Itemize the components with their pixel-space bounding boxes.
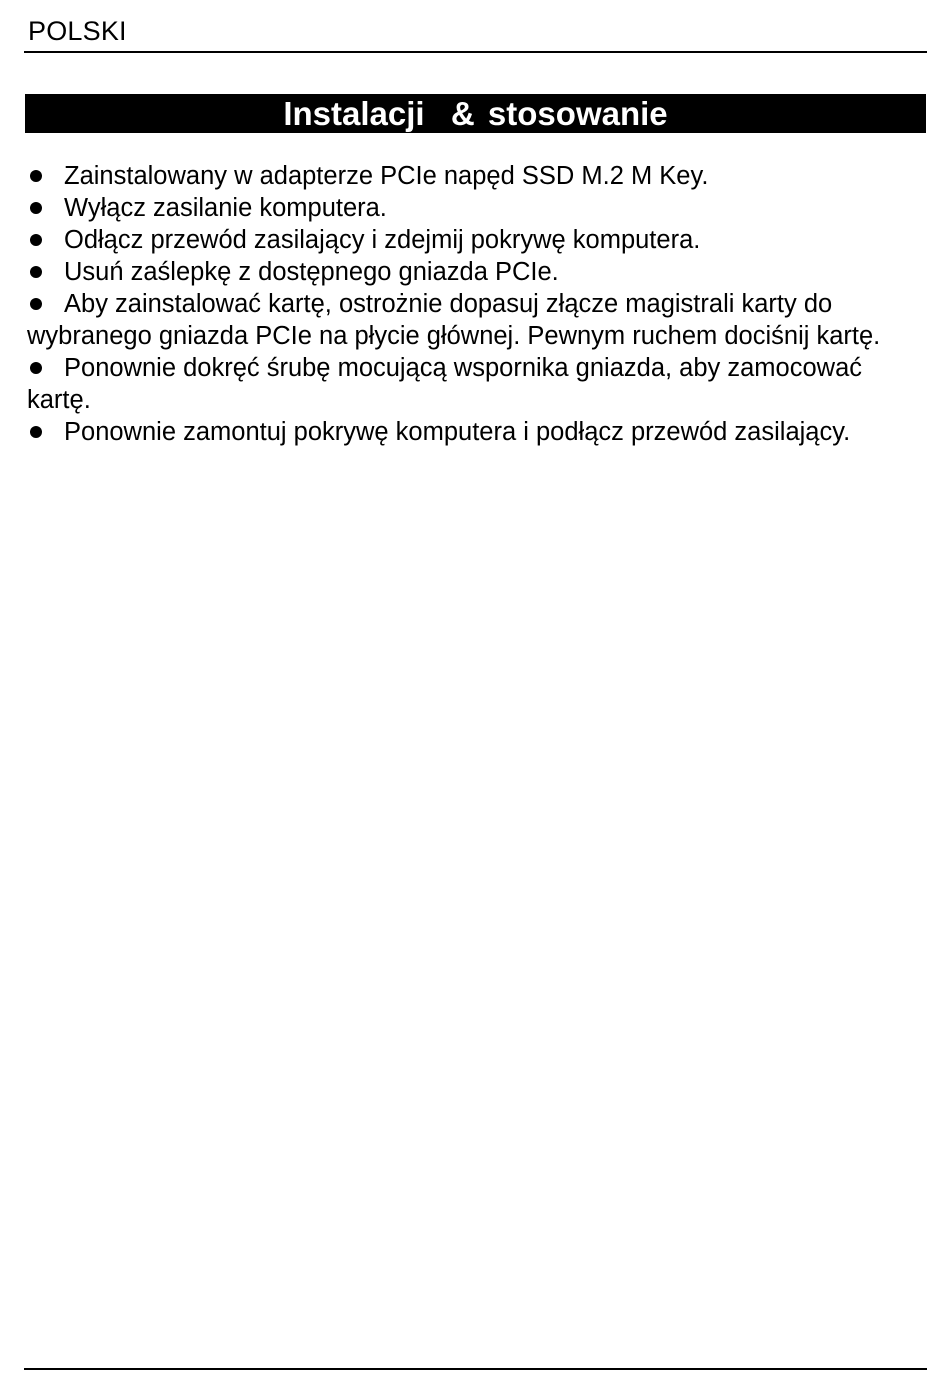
footer-divider — [24, 1368, 927, 1370]
section-title-bar — [25, 94, 926, 133]
list-item — [27, 256, 927, 288]
list-item — [27, 416, 927, 448]
list-item-text: Usuń zaślepkę z dostępnego gniazda PCIe. — [64, 258, 559, 286]
list-item — [27, 224, 927, 256]
list-item-text: Ponownie dokręć śrubę mocującą wspornika gniazda, aby zamocować kartę. — [27, 354, 863, 414]
list-item — [27, 192, 927, 224]
header-divider — [24, 51, 927, 53]
list-item-text: Ponownie zamontuj pokrywę komputera i podłącz przewód zasilający. — [64, 418, 851, 446]
section-title: Instalacji & stosowanie — [283, 95, 668, 132]
list-item-text: Wyłącz zasilanie komputera. — [64, 194, 387, 222]
list-item — [27, 160, 927, 192]
list-item — [27, 288, 927, 352]
list-item-text: Aby zainstalować kartę, ostrożnie dopasuj złącze magistrali karty do wybranego gniazda PCIe na płycie głównej. Pewnym ruchem dociśnij kartę. — [27, 290, 881, 350]
page-language-label: POLSKI — [28, 16, 127, 46]
list-item — [27, 352, 927, 416]
installation-steps-list — [27, 160, 927, 448]
list-item-text: Zainstalowany w adapterze PCIe napęd SSD M.2 M Key. — [64, 162, 709, 190]
list-item-text: Odłącz przewód zasilający i zdejmij pokrywę komputera. — [64, 226, 701, 254]
